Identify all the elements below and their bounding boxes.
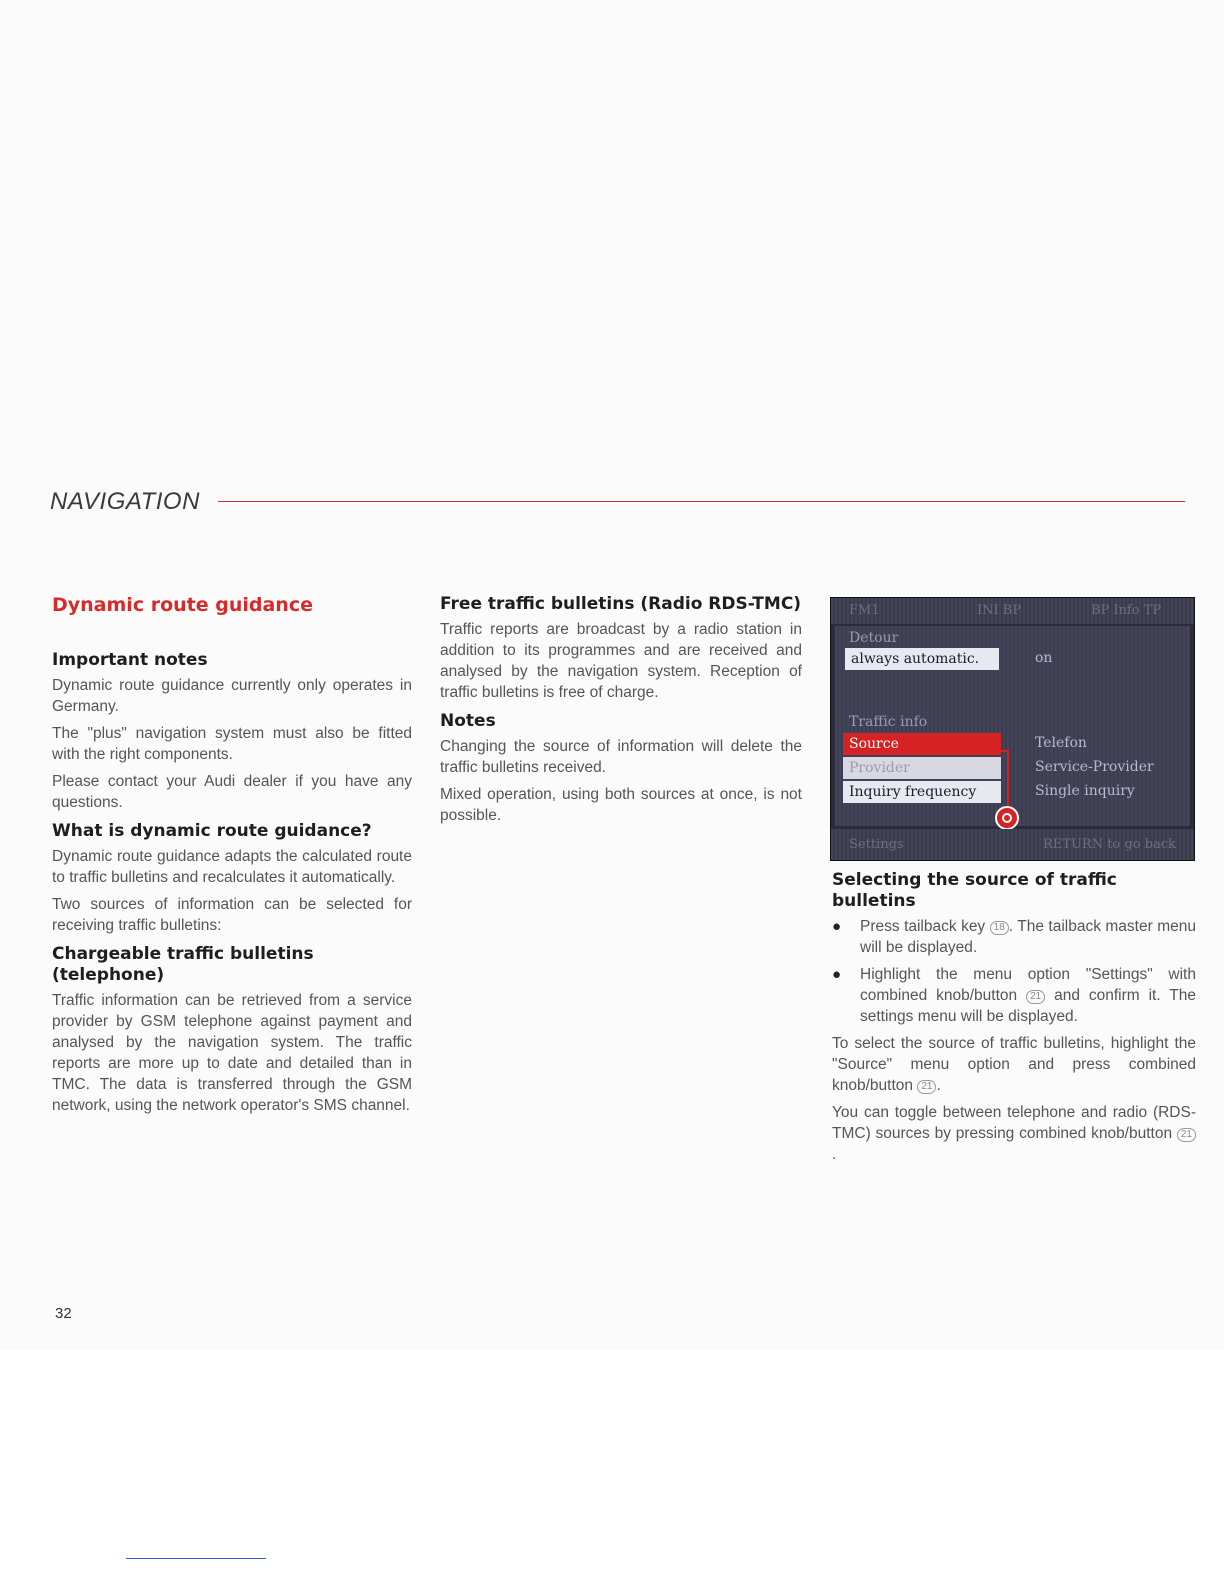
bottom-rule — [126, 1558, 266, 1559]
detour-option[interactable]: always automatic. — [845, 648, 999, 670]
screen-top-right: BP Info TP — [1091, 603, 1162, 618]
free-bulletins-paragraph: Traffic reports are broadcast by a radio station in addition to its programmes and are received and analysed by the navigation system. Reception of traffic bulletins is free of charge. — [440, 621, 802, 701]
notes-paragraph-2: Mixed operation, using both sources at once, is not possible. — [440, 786, 802, 824]
screen-menu — [835, 626, 1190, 826]
screen-bottom-right: RETURN to go back — [1043, 837, 1176, 852]
important-paragraph-2: The "plus" navigation system must also be fitted with the right components. — [52, 725, 412, 763]
screen-top-left: FM1 — [849, 603, 880, 618]
selecting-source-heading: Selecting the source of traffic bulletins — [832, 870, 1117, 911]
header-rule — [218, 501, 1185, 502]
key-number-badge: 21 — [1177, 1128, 1196, 1142]
chargeable-paragraph: Traffic information can be retrieved from a service provider by GSM telephone against payment and analysed by the navigation system. The traffic reports are more up to date and detailed than in TMC. The data is transferred through the GSM network, using the network operator's SMS channel. — [52, 992, 412, 1114]
screen-bottom-bar — [831, 829, 1194, 860]
inquiry-frequency-option[interactable]: Inquiry frequency — [843, 781, 1001, 803]
what-paragraph-2: Two sources of information can be selected for receiving traffic bulletins: — [52, 896, 412, 934]
source-option[interactable]: Source — [843, 733, 1001, 755]
detour-label: Detour — [849, 630, 899, 646]
screen-bottom-left: Settings — [849, 837, 904, 852]
key-number-badge: 21 — [1026, 990, 1045, 1004]
column-2 — [440, 594, 802, 832]
important-notes-heading: Important notes — [52, 650, 208, 670]
chargeable-heading: Chargeable traffic bulletins (telephone) — [52, 944, 314, 985]
toggle-source-paragraph: You can toggle between telephone and radio (RDS-TMC) sources by pressing combined knob/button 21. — [832, 1104, 1196, 1163]
page-number: 32 — [55, 1305, 72, 1322]
rotary-knob-icon — [995, 806, 1019, 830]
screen-top-bar — [831, 598, 1194, 624]
step-1: ● Press tailback key 18 . The tailback master menu will be displayed. — [832, 918, 1196, 956]
what-paragraph-1: Dynamic route guidance adapts the calculated route to traffic bulletins and recalculates it automatically. — [52, 848, 412, 886]
source-value: Telefon — [1035, 735, 1087, 751]
inquiry-value: Single inquiry — [1035, 783, 1135, 799]
step-2: ● Highlight the menu option "Settings" with combined knob/button 21 and confirm it. The settings menu will be displayed. — [832, 966, 1197, 1025]
notes-paragraph-1: Changing the source of information will delete the traffic bulletins received. — [440, 738, 802, 776]
provider-value: Service-Provider — [1035, 759, 1154, 775]
key-number-badge: 21 — [917, 1080, 936, 1094]
bullet-icon: ● — [832, 966, 842, 983]
section-title: NAVIGATION — [50, 488, 200, 515]
free-bulletins-heading: Free traffic bulletins (Radio RDS-TMC) — [440, 594, 802, 614]
provider-option[interactable]: Provider — [843, 757, 1001, 779]
navigation-screen — [830, 597, 1195, 861]
screen-top-mid: INI BP — [977, 603, 1022, 618]
notes-heading: Notes — [440, 711, 496, 731]
what-heading: What is dynamic route guidance? — [52, 821, 372, 841]
key-number-badge: 18 — [990, 921, 1009, 935]
column-3 — [832, 870, 1196, 1171]
column-1 — [52, 594, 412, 1122]
traffic-info-label: Traffic info — [849, 714, 928, 730]
detour-state: on — [1035, 650, 1053, 666]
select-source-paragraph: To select the source of traffic bulletins, highlight the "Source" menu option and press combined knob/button 21 . — [832, 1035, 1196, 1094]
page-title: Dynamic route guidance — [52, 594, 313, 616]
important-paragraph-1: Dynamic route guidance currently only operates in Germany. — [52, 677, 412, 715]
important-paragraph-3: Please contact your Audi dealer if you have any questions. — [52, 773, 412, 811]
bullet-icon: ● — [832, 918, 842, 935]
